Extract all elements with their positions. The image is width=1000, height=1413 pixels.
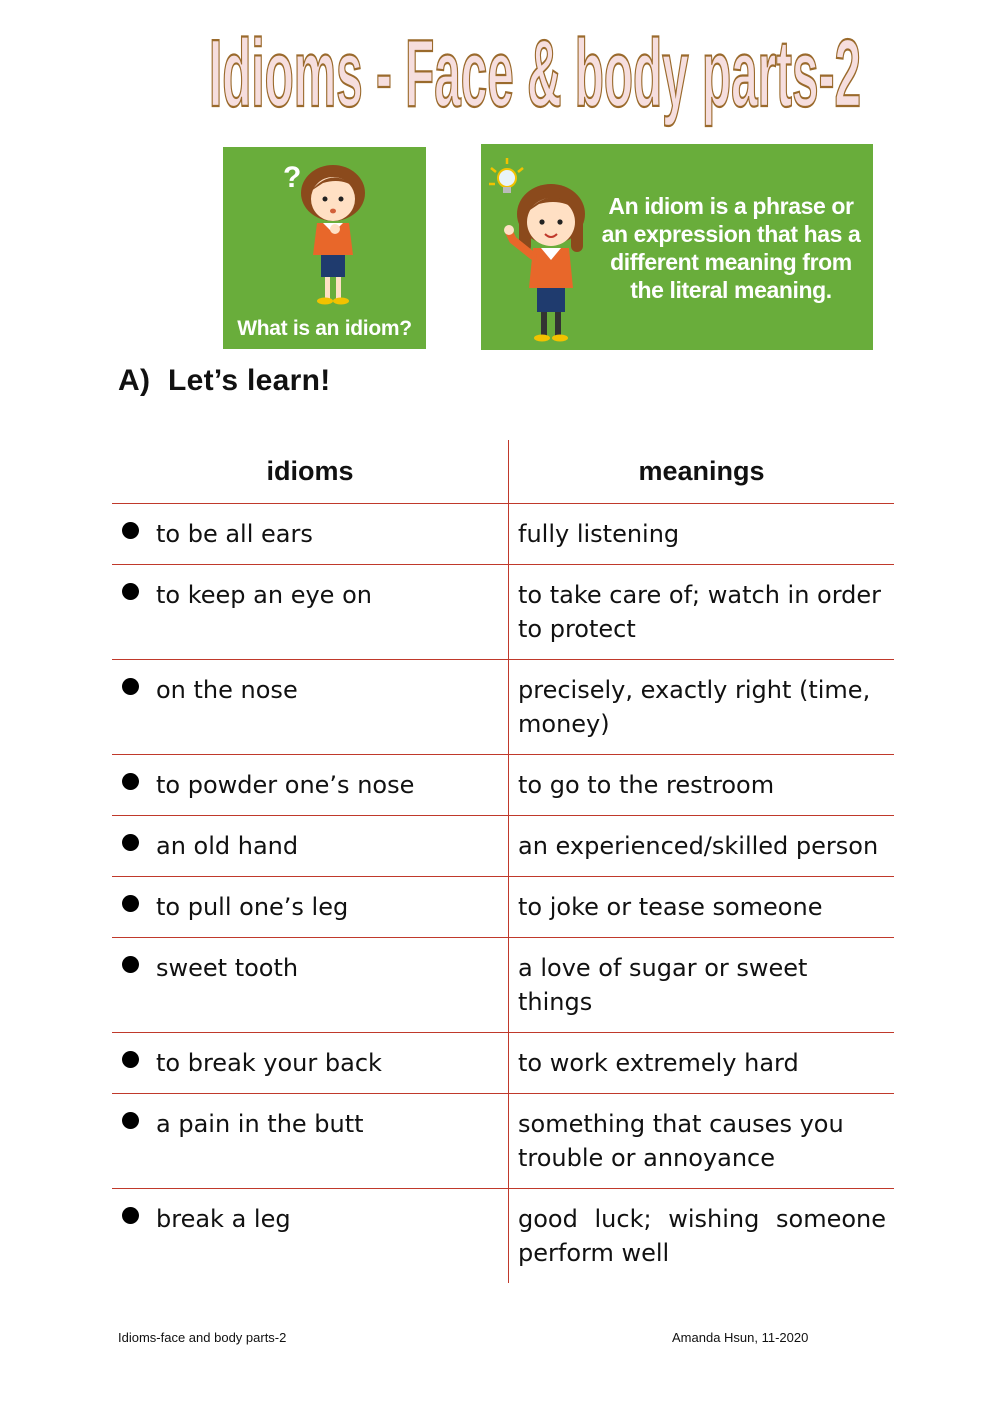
bullet-icon	[122, 956, 139, 973]
bullet-icon	[122, 678, 139, 695]
what-is-idiom-card	[223, 147, 426, 349]
table-header-row	[112, 440, 894, 504]
meaning-cell: fully listening	[509, 504, 895, 565]
worksheet-title	[200, 18, 870, 133]
table-row	[112, 565, 894, 660]
bullet-icon	[122, 522, 139, 539]
girl-thinking-illustration	[273, 155, 383, 315]
title-text: Idioms - Face & body parts-2	[209, 20, 861, 127]
meaning-cell: to joke or tease someone	[509, 877, 895, 938]
idiom-cell	[112, 1094, 509, 1189]
card-question: What is an idiom?	[237, 317, 412, 340]
table-row	[112, 816, 894, 877]
idiom-text: an old hand	[156, 832, 299, 860]
idiom-text: to be all ears	[156, 520, 313, 548]
meaning-cell: to work extremely hard	[509, 1033, 895, 1094]
idiom-cell	[112, 504, 509, 565]
bullet-icon	[122, 1207, 139, 1224]
idiom-text: to powder one’s nose	[156, 771, 415, 799]
table-row	[112, 1094, 894, 1189]
table-row	[112, 938, 894, 1033]
meanings-column-header: meanings	[509, 440, 895, 504]
idiom-text: on the nose	[156, 676, 298, 704]
idioms-table	[112, 440, 894, 1283]
section-heading	[118, 364, 331, 398]
idiom-cell	[112, 755, 509, 816]
meaning-cell: to take care of; watch in order to protect	[509, 565, 895, 660]
bullet-icon	[122, 583, 139, 600]
idiom-cell	[112, 1033, 509, 1094]
bullet-icon	[122, 895, 139, 912]
idiom-cell	[112, 816, 509, 877]
idiom-definition-text: An idiom is a phrase or an expression that has a different meaning from the literal meaning.	[601, 193, 861, 303]
lightbulb-icon	[489, 158, 523, 193]
footer-author-date: Amanda Hsun, 11-2020	[672, 1330, 809, 1345]
table-row	[112, 1033, 894, 1094]
meaning-cell: a love of sugar or sweet things	[509, 938, 895, 1033]
section-letter: A)	[118, 364, 151, 397]
meaning-cell: something that causes you trouble or annoyance	[509, 1094, 895, 1189]
bullet-icon	[122, 773, 139, 790]
idiom-cell	[112, 1189, 509, 1284]
girl-pointing-illustration	[485, 152, 600, 347]
idiom-text: a pain in the butt	[156, 1110, 364, 1138]
question-mark: ?	[283, 161, 302, 194]
section-title: Let’s learn!	[168, 364, 331, 397]
idiom-text: break a leg	[156, 1205, 291, 1233]
idiom-text: to break your back	[156, 1049, 382, 1077]
idiom-text: to keep an eye on	[156, 581, 372, 609]
table-row	[112, 755, 894, 816]
idiom-text: to pull one’s leg	[156, 893, 349, 921]
idiom-cell	[112, 565, 509, 660]
idiom-text: sweet tooth	[156, 954, 299, 982]
idiom-definition-card	[481, 144, 873, 350]
bullet-icon	[122, 1051, 139, 1068]
meaning-cell: to go to the restroom	[509, 755, 895, 816]
table-row	[112, 504, 894, 565]
table-row	[112, 877, 894, 938]
bullet-icon	[122, 834, 139, 851]
bullet-icon	[122, 1112, 139, 1129]
meaning-cell: an experienced/skilled person	[509, 816, 895, 877]
table-row	[112, 660, 894, 755]
meaning-cell: good luck; wishing someone perform well	[509, 1189, 895, 1284]
footer-document-title: Idioms-face and body parts-2	[118, 1330, 287, 1345]
idiom-cell	[112, 938, 509, 1033]
meaning-cell: precisely, exactly right (time, money)	[509, 660, 895, 755]
idioms-column-header: idioms	[112, 440, 509, 504]
idiom-cell	[112, 877, 509, 938]
table-row	[112, 1189, 894, 1284]
idiom-cell	[112, 660, 509, 755]
